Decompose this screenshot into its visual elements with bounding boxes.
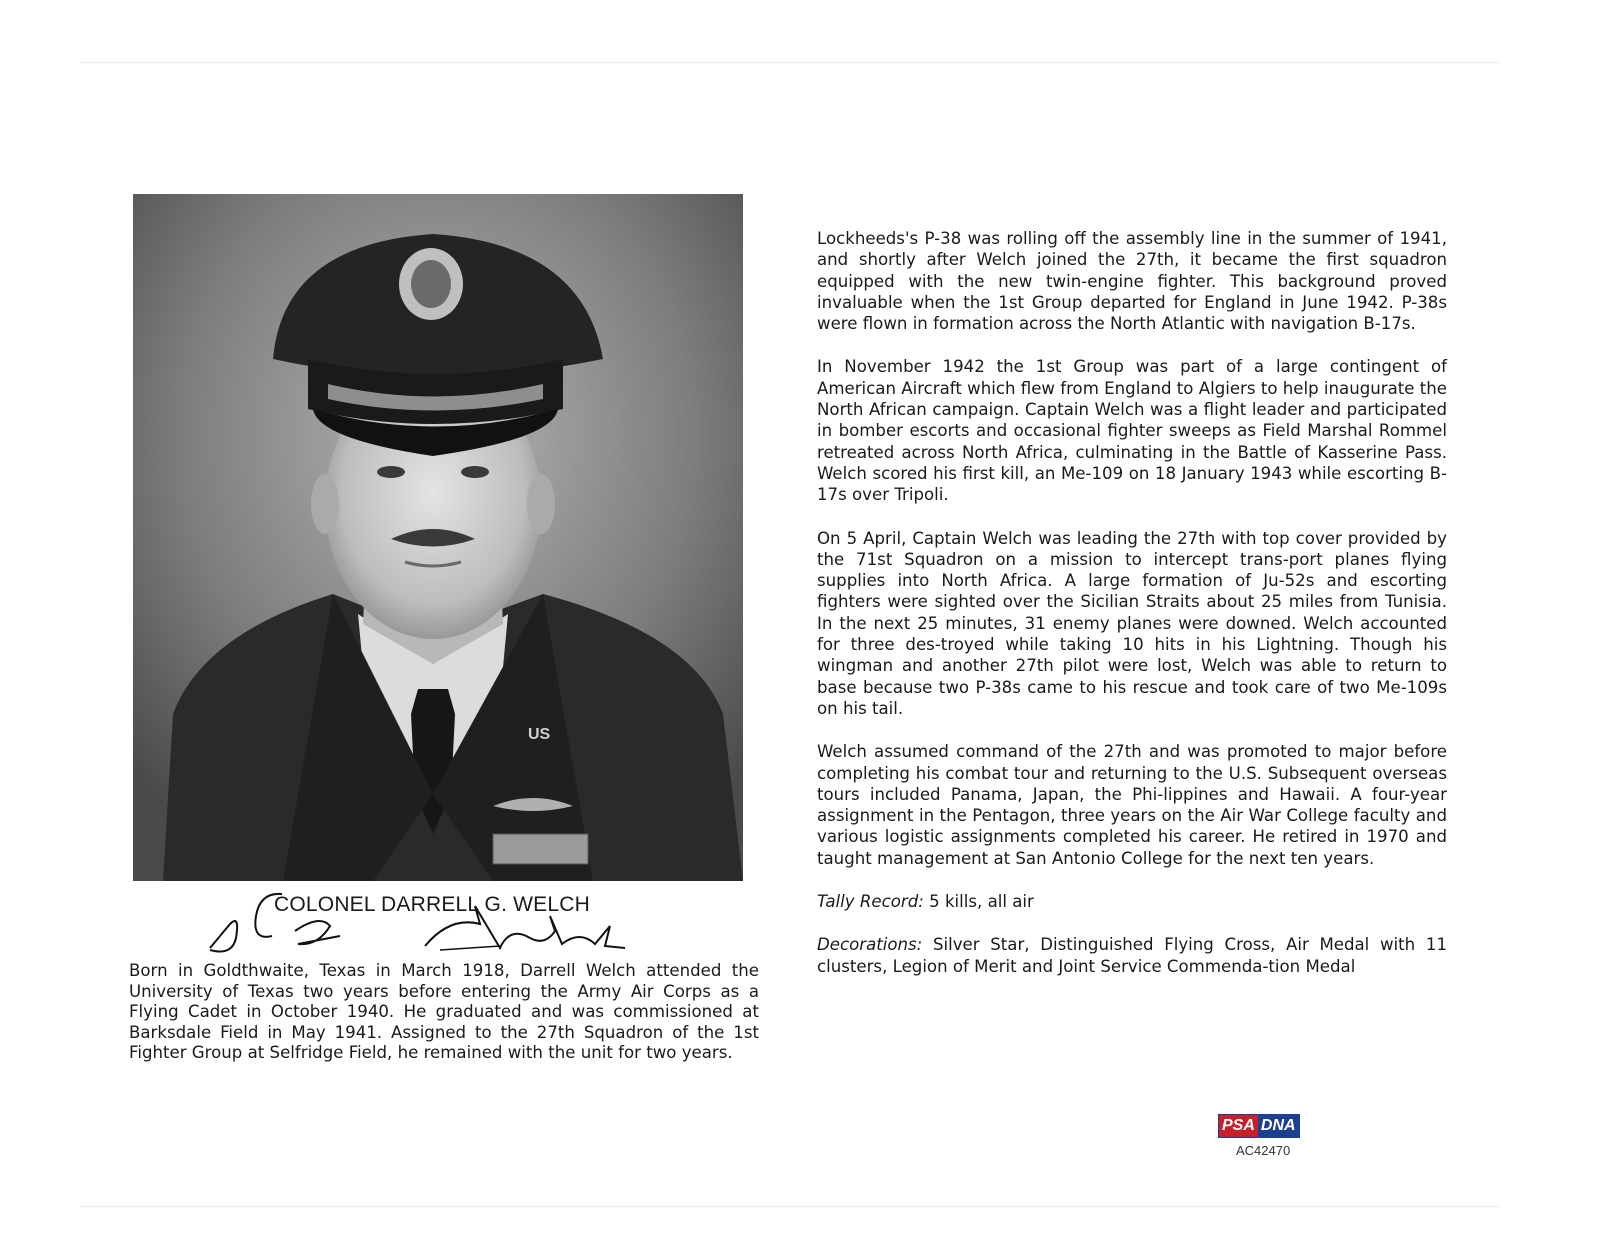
biography-column: [817, 228, 1447, 999]
portrait-illustration: [133, 194, 743, 881]
paragraph-north-africa: In November 1942 the 1st Group was part of a large contingent of American Aircraft which flew from England to Algiers to help inaugurate the North African campaign. Captain Welch was a flight leader and participated in bomber escorts and occasional fighter sweeps as Field Marshal Rommel retreated across North Africa, culminating in the Battle of Kasserine Pass. Welch scored his first kill, an Me-109 on 18 January 1943 while escorting B-17s over Tripoli.: [817, 357, 1447, 505]
tally-label: Tally Record:: [817, 892, 924, 912]
autograph-signature: [200, 886, 640, 966]
paragraph-p38: Lockheeds's P-38 was rolling off the assembly line in the summer of 1941, and shortly after Welch joined the 27th, it became the first squadron equipped with the new twin-engine fighter. This background proved invaluable when the 1st Group departed for England in June 1942. P-38s were flown in formation across the North Atlantic with navigation B-17s.: [817, 229, 1447, 334]
decorations-label: Decorations:: [817, 935, 923, 955]
dna-logo-text: DNA: [1258, 1115, 1299, 1137]
bio-paragraph: Born in Goldthwaite, Texas in March 1918, Darrell Welch attended the University of Texas two years before entering the Army Air Corps as a Flying Cadet in October 1940. He graduated and was commissioned at Barksdale Field in May 1941. Assigned to the 27th Squadron of the 1st Fighter Group at Selfridge Field, he remained with the unit for two years.: [129, 961, 759, 1063]
psa-dna-logo: [1218, 1114, 1300, 1138]
bottom-edge-rule: [80, 1206, 1500, 1207]
svg-text:US: US: [528, 726, 551, 743]
portrait-caption: COLONEL DARRELL G. WELCH: [274, 893, 590, 916]
top-edge-rule: [80, 62, 1500, 63]
certificate-number: AC42470: [1236, 1143, 1291, 1158]
portrait-photo: [133, 194, 743, 881]
decorations: [817, 934, 1447, 977]
decorations-value: Silver Star, Distinguished Flying Cross, Air Medal with 11 clusters, Legion of Merit and Joint Service Commenda-tion Medal: [817, 935, 1447, 976]
psa-logo-text: PSA: [1219, 1115, 1258, 1137]
tally-record: [817, 891, 1447, 912]
paragraph-command: Welch assumed command of the 27th and was promoted to major before completing his combat tour and returning to the U.S. Subsequent overseas tours included Panama, Japan, the Phi-lippines and Hawaii. A four-year assignment in the Pentagon, three years on the Air War College faculty and various logistic assignments completed his career. He retired in 1970 and taught management at San Antonio College for the next ten years.: [817, 742, 1447, 868]
tally-value: 5 kills, all air: [923, 892, 1034, 912]
paragraph-april-mission: On 5 April, Captain Welch was leading the 27th with top cover provided by the 71st Squadron on a mission to intercept trans-port planes flying supplies into North Africa. A large formation of Ju-52s and escorting fighters were sighted over the Sicilian Straits about 25 miles from Tunisia. In the next 25 minutes, 31 enemy planes were downed. Welch accounted for three des-troyed while taking 10 hits in his Lightning. Though his wingman and another 27th pilot were lost, Welch was able to return to base because two P-38s came to his rescue and took care of two Me-109s on his tail.: [817, 528, 1447, 718]
